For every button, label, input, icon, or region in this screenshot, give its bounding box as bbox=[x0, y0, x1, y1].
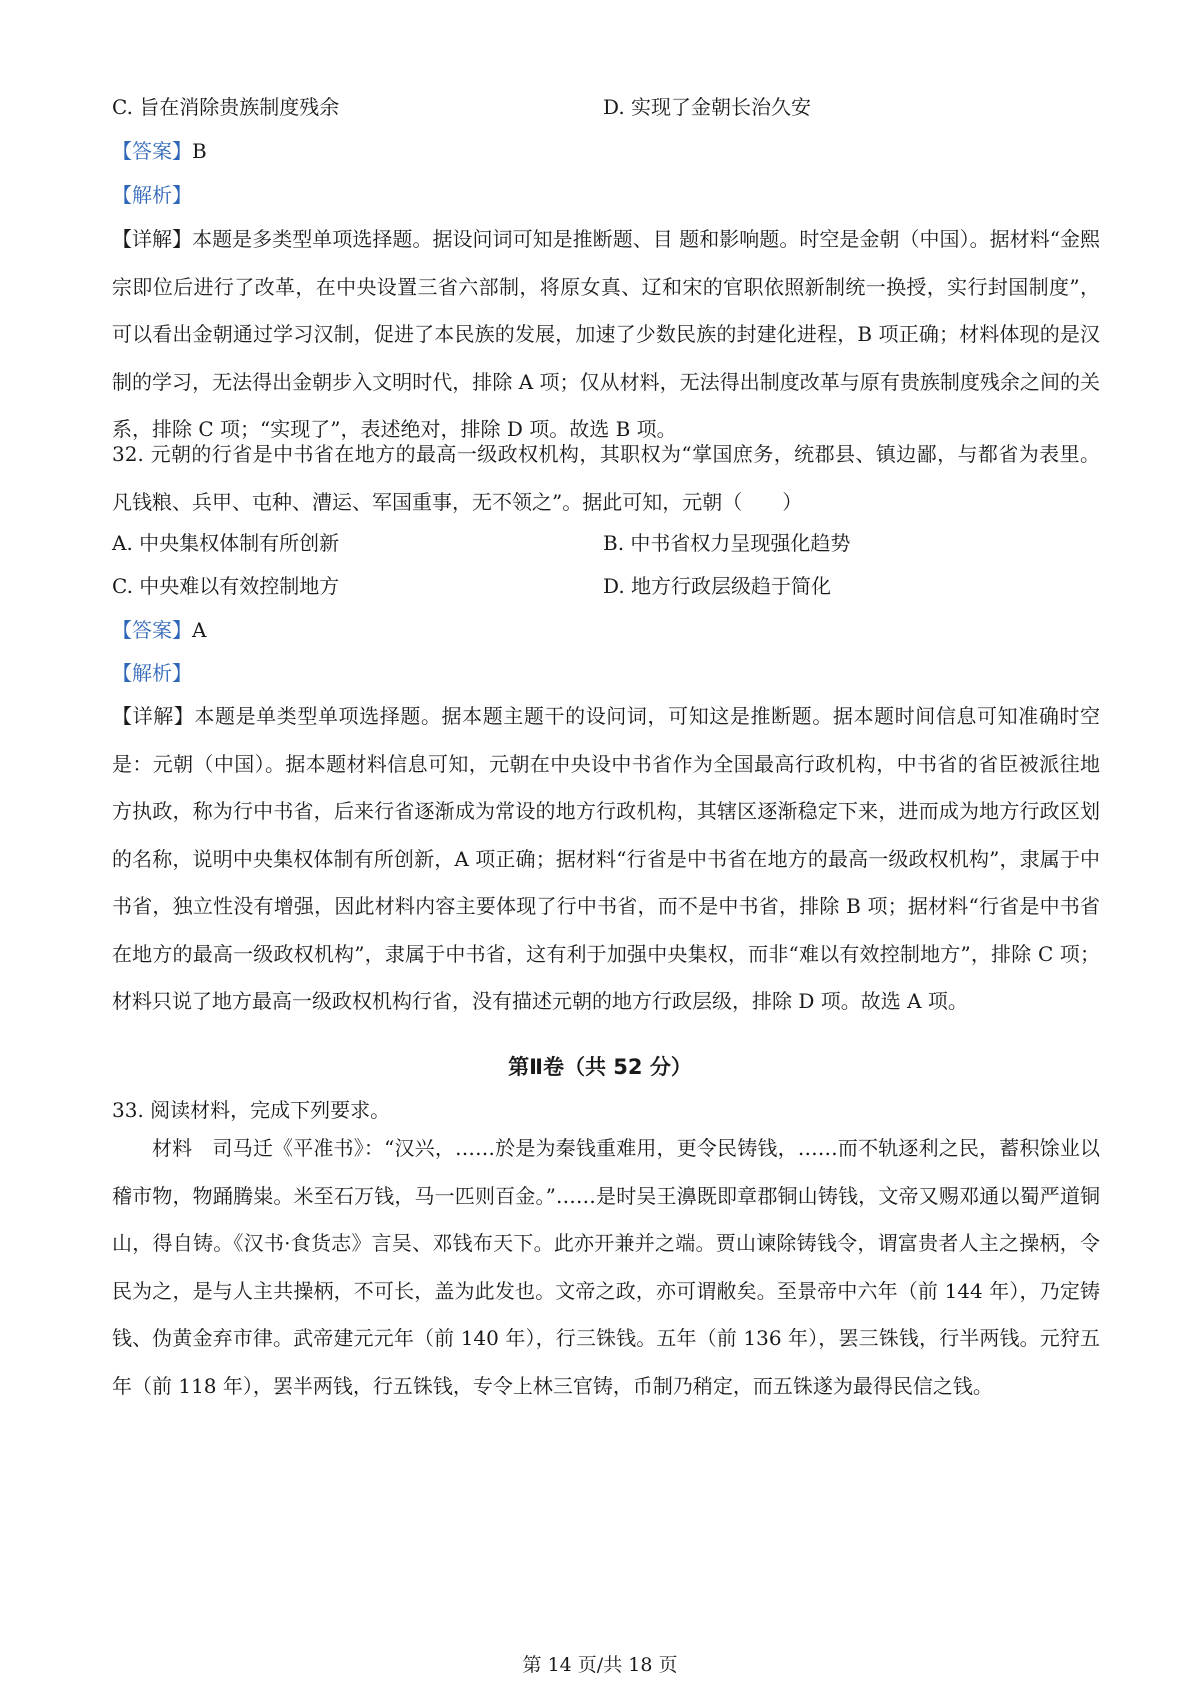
q31-analysis-label bbox=[112, 180, 192, 210]
detail-text: 本题是单类型单项选择题。据本题主题干的设问词，可知这是推断题。据本题时间信息可知准确时空是：元朝（中国）。据本题材料信息可知，元朝在中央设中书省作为全国最高行政机构，中书省的省臣被派往地方执政，称为行中书省，后来行省逐渐成为常设的地方行政机构，其辖区逐渐稳定下来，进而成为地方行政区划的名称，说明中央集权体制有所创新，A 项正确；据材料“行省是中书省在地方的最高一级政权机构”，隶属于中书省，独立性没有增强，因此材料内容主要体现了行中书省，而不是中书省，排除 B 项；据材料“行省是中书省在地方的最高一级政权机构”，隶属于中书省，这有利于加强中央集权，而非“难以有效控制地方”，排除 C 项；材料只说了地方最高一级政权机构行省，没有描述元朝的地方行政层级，排除 D 项。故选 A 项。 bbox=[112, 704, 1101, 1013]
q32-option-c: C. 中央难以有效控制地方 bbox=[112, 574, 340, 598]
q32-detail bbox=[112, 693, 1100, 1026]
q32-option-a: A. 中央集权体制有所创新 bbox=[112, 531, 340, 555]
section-title: 第Ⅱ卷（共 52 分） bbox=[508, 1055, 692, 1079]
detail-tag: 【详解】 bbox=[112, 704, 195, 728]
q31-option-c: C. 旨在消除贵族制度残余 bbox=[112, 95, 340, 119]
answer-value: A bbox=[192, 618, 207, 642]
q32-option-d: D. 地方行政层级趋于简化 bbox=[603, 574, 832, 598]
q31-option-d: D. 实现了金朝长治久安 bbox=[603, 95, 812, 119]
q31-answer bbox=[112, 136, 207, 166]
q32-option-b: B. 中书省权力呈现强化趋势 bbox=[603, 531, 851, 555]
answer-value: B bbox=[192, 139, 207, 163]
analysis-tag: 【解析】 bbox=[112, 183, 192, 207]
detail-text: 本题是多类型单项选择题。据设问词可知是推断题、目 题和影响题。时空是金朝（中国）。据材料“金熙宗即位后进行了改革，在中央设置三省六部制，将原女真、辽和宋的官职依照新制统一换授，实行封国制度”，可以看出金朝通过学习汉制，促进了本民族的发展，加速了少数民族的封建化进程，B 项正确；材料体现的是汉制的学习，无法得出金朝步入文明时代，排除 A 项；仅从材料，无法得出制度改革与原有贵族制度残余之间的关系，排除 C 项；“实现了”，表述绝对，排除 D 项。故选 B 项。 bbox=[112, 227, 1101, 441]
answer-tag: 【答案】 bbox=[112, 139, 192, 163]
q32-analysis-label bbox=[112, 658, 192, 688]
q32-stem: 32. 元朝的行省是中书省在地方的最高一级政权机构，其职权为“掌国庶务，统郡县、镇边鄙，与都省为表里。凡钱粮、兵甲、屯种、漕运、军国重事，无不领之”。据此可知，元朝（ ） bbox=[112, 442, 1100, 514]
q33-material: 材料 司马迁《平准书》：“汉兴，……於是为秦钱重难用，更令民铸钱，……而不轨逐利之民，蓄积馀业以稽市物，物踊腾粜。米至石万钱，马一匹则百金。”……是时吴王濞既即章郡铜山铸钱，文帝又赐邓通以蜀严道铜山，得自铸。《汉书·食货志》言吴、邓钱布天下。此亦开兼并之端。贾山谏除铸钱令，谓富贵者人主之操柄，令民为之，是与人主共操柄，不可长，盖为此发也。文帝之政，亦可谓敝矣。至景帝中六年（前 144 年），乃定铸钱、伪黄金弃市律。武帝建元元年（前 140 年），行三铢钱。五年（前 136 年），罢三铢钱，行半两钱。元狩五年（前 118 年），罢半两钱，行五铢钱，专令上林三官铸，币制乃稍定，而五铢遂为最得民信之钱。 bbox=[112, 1136, 1100, 1398]
analysis-tag: 【解析】 bbox=[112, 661, 192, 685]
page-footer: 第 14 页/共 18 页 bbox=[522, 1654, 678, 1676]
q33-stem: 33. 阅读材料，完成下列要求。 bbox=[112, 1098, 391, 1122]
detail-tag: 【详解】 bbox=[112, 227, 193, 251]
q32-answer bbox=[112, 615, 206, 645]
q31-detail bbox=[112, 216, 1100, 454]
answer-tag: 【答案】 bbox=[112, 618, 192, 642]
